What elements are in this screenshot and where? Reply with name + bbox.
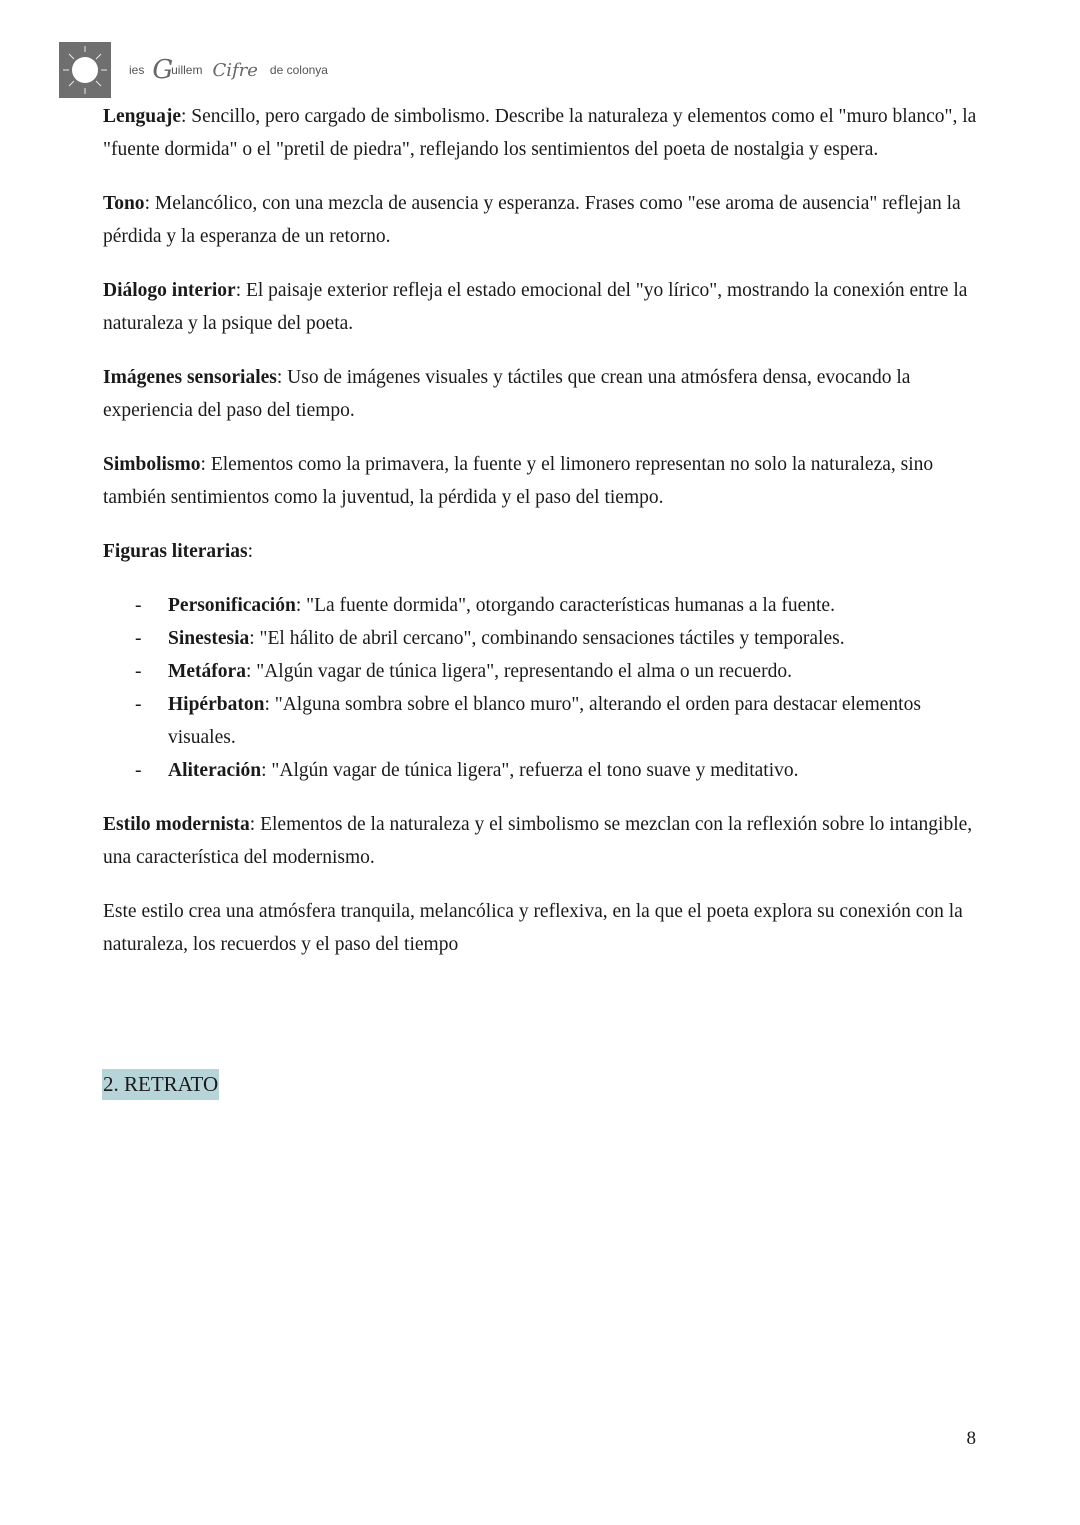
paragraph-lenguaje	[103, 100, 983, 166]
sun-logo-icon	[59, 42, 111, 98]
page-header	[59, 42, 328, 98]
paragraph-text: : El paisaje exterior refleja el estado emocional del "yo lírico", mostrando la conexión entre la naturaleza y la psique del poeta.	[103, 280, 968, 334]
paragraph-dialogo-interior	[103, 274, 983, 340]
term-label: Figuras literarias	[103, 541, 248, 562]
term-label: Tono	[103, 193, 145, 214]
term-label: Sinestesia	[168, 628, 250, 649]
term-label: Diálogo interior	[103, 280, 236, 301]
paragraph-text: : Melancólico, con una mezcla de ausencia y esperanza. Frases como "ese aroma de ausencia" reflejan la pérdida y la esperanza de un retorno.	[103, 193, 961, 247]
document-body	[103, 100, 983, 982]
list-item-text: : "La fuente dormida", otorgando características humanas a la fuente.	[295, 595, 835, 616]
paragraph-imagenes-sensoriales	[103, 361, 983, 427]
term-label: Aliteración	[168, 760, 262, 781]
list-item-text: : "Algún vagar de túnica ligera", refuerza el tono suave y meditativo.	[261, 760, 799, 781]
term-label: Lenguaje	[103, 106, 181, 127]
list-item	[103, 622, 983, 655]
term-label: Estilo modernista	[103, 814, 250, 835]
school-name	[129, 42, 328, 98]
logo-suffix: de colonya	[269, 63, 328, 77]
term-label: Simbolismo	[103, 454, 201, 475]
list-item	[103, 688, 983, 754]
paragraph-text: : Elementos como la primavera, la fuente y el limonero representan no solo la naturaleza, sino también sentimientos como la juventud, la pérdida y el paso del tiempo.	[103, 454, 934, 508]
page-number: 8	[966, 1428, 976, 1449]
term-label: Metáfora	[168, 661, 246, 682]
list-item	[103, 655, 983, 688]
paragraph-figuras-literarias	[103, 535, 983, 568]
paragraph-text: : Sencillo, pero cargado de simbolismo. Describe la naturaleza y elementos como el "muro blanco", la "fuente dormida" o el "pretil de piedra", reflejando los sentimientos del poeta de nostalgia y espera.	[103, 106, 977, 160]
term-label: Imágenes sensoriales	[103, 367, 277, 388]
list-item	[103, 589, 983, 622]
figures-list	[103, 589, 983, 787]
paragraph-estilo-modernista	[103, 808, 983, 874]
term-label: Hipérbaton	[168, 694, 265, 715]
paragraph-text: : Elementos de la naturaleza y el simbolismo se mezclan con la reflexión sobre lo intangible, una característica del modernismo.	[103, 814, 973, 868]
paragraph-text: : Uso de imágenes visuales y táctiles que crean una atmósfera densa, evocando la experiencia del paso del tiempo.	[103, 367, 911, 421]
paragraph-text: :	[247, 541, 254, 562]
term-label: Personificación	[168, 595, 296, 616]
paragraph-closing: Este estilo crea una atmósfera tranquila, melancólica y reflexiva, en la que el poeta explora su conexión con la naturaleza, los recuerdos y el paso del tiempo	[103, 901, 963, 955]
list-item-text: : "Algún vagar de túnica ligera", representando el alma o un recuerdo.	[245, 661, 792, 682]
paragraph-simbolismo	[103, 448, 983, 514]
logo-initial: G	[152, 55, 174, 85]
list-item-text: : "Alguna sombra sobre el blanco muro", alterando el orden para destacar elementos visuales.	[168, 694, 921, 748]
section-heading: 2. RETRATO	[102, 1069, 219, 1100]
logo-prefix: ies	[129, 63, 145, 77]
list-item	[103, 754, 983, 787]
paragraph-tono	[103, 187, 983, 253]
logo-name: uillem	[171, 63, 203, 77]
list-item-text: : "El hálito de abril cercano", combinando sensaciones táctiles y temporales.	[249, 628, 845, 649]
logo-surname: Cifre	[212, 59, 258, 81]
school-logo	[59, 42, 111, 98]
